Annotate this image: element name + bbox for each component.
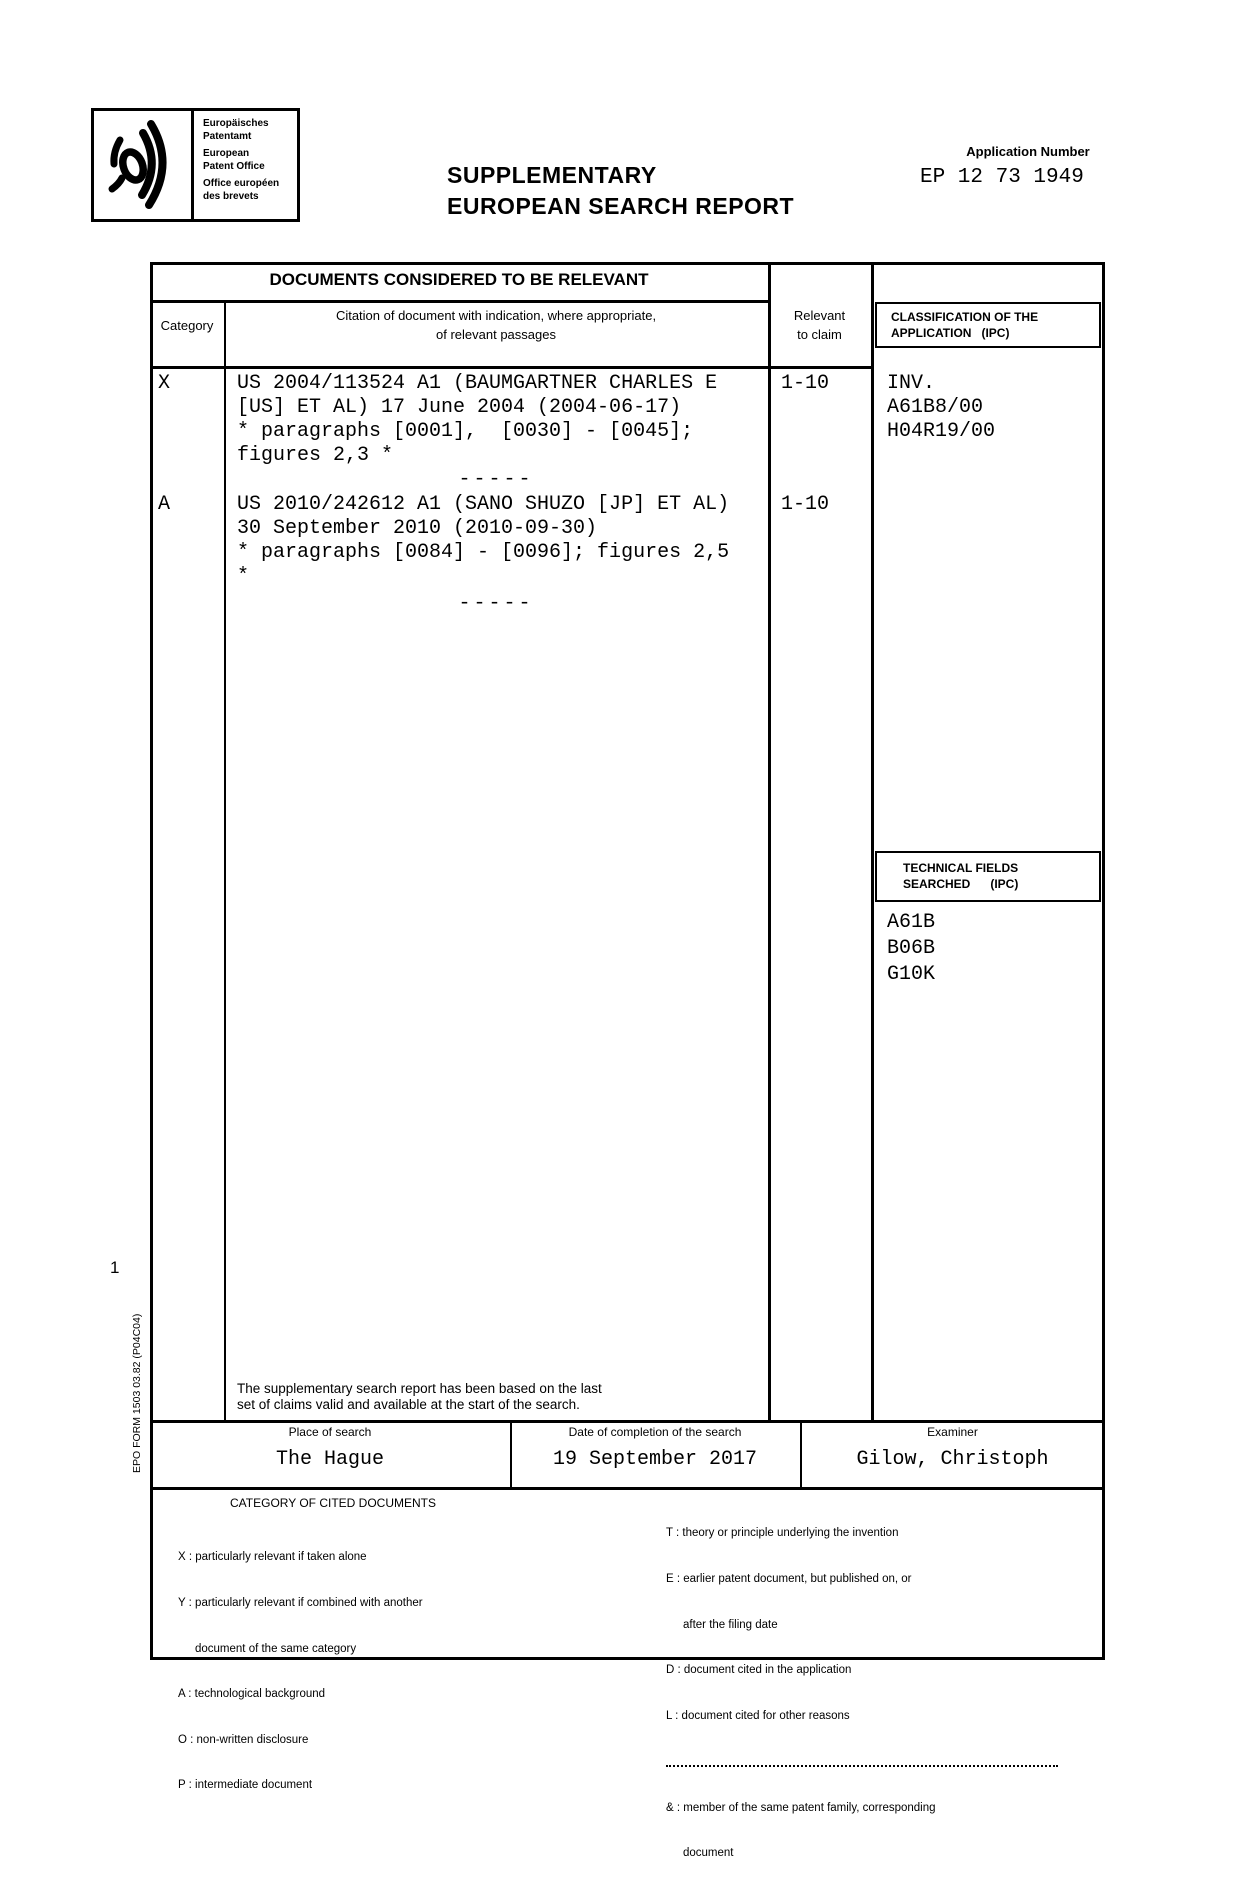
legend-left-column <box>178 1520 423 1824</box>
citation-text-row-x <box>237 372 717 468</box>
epo-office-names <box>194 111 297 219</box>
classification-values <box>887 372 995 444</box>
citation-line: 30 September 2010 (2010-09-30) <box>237 517 598 540</box>
legend-item: T : theory or principle underlying the invention <box>666 1527 899 1540</box>
content-bottom-rule <box>150 1420 1105 1423</box>
legend-item: document of the same category <box>195 1642 357 1655</box>
logo-line: Europäisches <box>203 118 269 129</box>
date-of-completion-value: 19 September 2017 <box>552 1448 758 1471</box>
technical-field: A61B <box>887 911 936 934</box>
column-header-relevant <box>768 306 871 344</box>
legend-item: L : document cited for other reasons <box>666 1709 850 1722</box>
technical-field: G10K <box>887 963 936 986</box>
citation-separator: ----- <box>458 468 534 491</box>
title-row-bottom-rule <box>150 300 768 303</box>
classification-value: A61B8/00 <box>887 396 984 419</box>
legend-item: E : earlier patent document, but published on, or <box>666 1573 912 1586</box>
note-line2: set of claims valid and available at the start of the search. <box>237 1396 580 1412</box>
legend-item: P : intermediate document <box>178 1779 313 1792</box>
place-of-search-value: The Hague <box>275 1448 385 1471</box>
legend-item: A : technological background <box>178 1688 326 1701</box>
report-title-line2: EUROPEAN SEARCH REPORT <box>447 193 795 219</box>
supplementary-note <box>237 1381 602 1412</box>
epo-form-code: EPO FORM 1503 03.82 (P04C04) <box>131 1313 143 1473</box>
report-title-line1: SUPPLEMENTARY <box>447 162 657 188</box>
citation-separator: ----- <box>458 592 534 615</box>
legend-dotted-separator <box>666 1754 1058 1767</box>
citation-line: [US] ET AL) 17 June 2004 (2004-06-17) <box>237 396 682 419</box>
logo-line: Patentamt <box>203 130 252 142</box>
citation-text-row-a <box>237 493 729 589</box>
date-of-completion-label: Date of completion of the search <box>568 1425 742 1439</box>
legend-item: document <box>683 1847 734 1860</box>
citation-line: US 2010/242612 A1 (SANO SHUZO [JP] ET AL) <box>237 493 730 516</box>
note-line1: The supplementary search report has been based on the last <box>237 1381 602 1396</box>
citation-line: * paragraphs [0001], [0030] - [0045]; <box>237 420 694 443</box>
technical-fields-line2: SEARCHED (IPC) <box>903 877 1019 891</box>
legend-item: O : non-written disclosure <box>178 1733 309 1746</box>
row-category: A <box>158 493 171 516</box>
examiner-value: Gilow, Christoph <box>856 1448 1049 1471</box>
citation-line: figures 2,3 * <box>237 444 394 467</box>
epo-logo-box <box>91 108 300 222</box>
legend-item: Y : particularly relevant if combined with another <box>178 1597 423 1610</box>
column-header-citation <box>226 306 766 344</box>
classification-value: INV. <box>887 372 936 395</box>
technical-field: B06B <box>887 937 936 960</box>
relevant-claims: 1-10 <box>781 372 830 395</box>
relevant-header-line1: Relevant <box>793 308 846 323</box>
application-number-value: EP 12 73 1949 <box>920 166 1084 189</box>
place-of-search-label: Place of search <box>288 1425 372 1439</box>
legend-item: X : particularly relevant if taken alone <box>178 1551 367 1564</box>
logo-line: des brevets <box>203 190 259 202</box>
citation-column-rule <box>768 262 771 1420</box>
logo-line: Patent Office <box>203 160 265 172</box>
page-number: 1 <box>110 1258 120 1277</box>
classification-header-line2: APPLICATION (IPC) <box>891 326 1010 340</box>
epo-swirl-icon <box>102 120 184 210</box>
relevant-claims: 1-10 <box>781 493 830 516</box>
report-title <box>447 160 794 222</box>
citation-line: * <box>237 565 250 588</box>
footer-bottom-rule <box>150 1487 1105 1490</box>
logo-line: Office européen <box>203 178 280 189</box>
examiner-label: Examiner <box>927 1425 978 1439</box>
technical-fields-values <box>887 910 935 988</box>
legend-item: & : member of the same patent family, corresponding <box>666 1801 936 1814</box>
citation-line: US 2004/113524 A1 (BAUMGARTNER CHARLES E <box>237 372 718 395</box>
relevant-header-line2: to claim <box>797 327 842 342</box>
technical-fields-line1: TECHNICAL FIELDS <box>903 861 1019 875</box>
classification-column-rule <box>871 262 874 1420</box>
application-number-label: Application Number <box>966 144 1090 159</box>
legend-item: D : document cited in the application <box>666 1664 852 1677</box>
citation-header-line2: of relevant passages <box>436 327 556 342</box>
table-title: DOCUMENTS CONSIDERED TO BE RELEVANT <box>269 270 649 289</box>
legend-item: after the filing date <box>683 1618 778 1631</box>
epo-logo <box>94 111 194 219</box>
citation-header-line1: Citation of document with indication, where appropriate, <box>335 308 657 323</box>
logo-line: European <box>203 148 250 159</box>
legend-right-column <box>666 1496 1058 1892</box>
column-header-category: Category <box>160 318 214 333</box>
legend-title: CATEGORY OF CITED DOCUMENTS <box>230 1496 437 1510</box>
technical-fields-header <box>875 851 1101 902</box>
column-header-classification <box>875 302 1101 348</box>
citation-line: * paragraphs [0084] - [0096]; figures 2,5 <box>237 541 730 564</box>
header-row-bottom-rule <box>150 366 873 369</box>
row-category: X <box>158 372 171 395</box>
classification-header-line1: CLASSIFICATION OF THE <box>891 310 1039 324</box>
classification-value: H04R19/00 <box>887 420 996 443</box>
